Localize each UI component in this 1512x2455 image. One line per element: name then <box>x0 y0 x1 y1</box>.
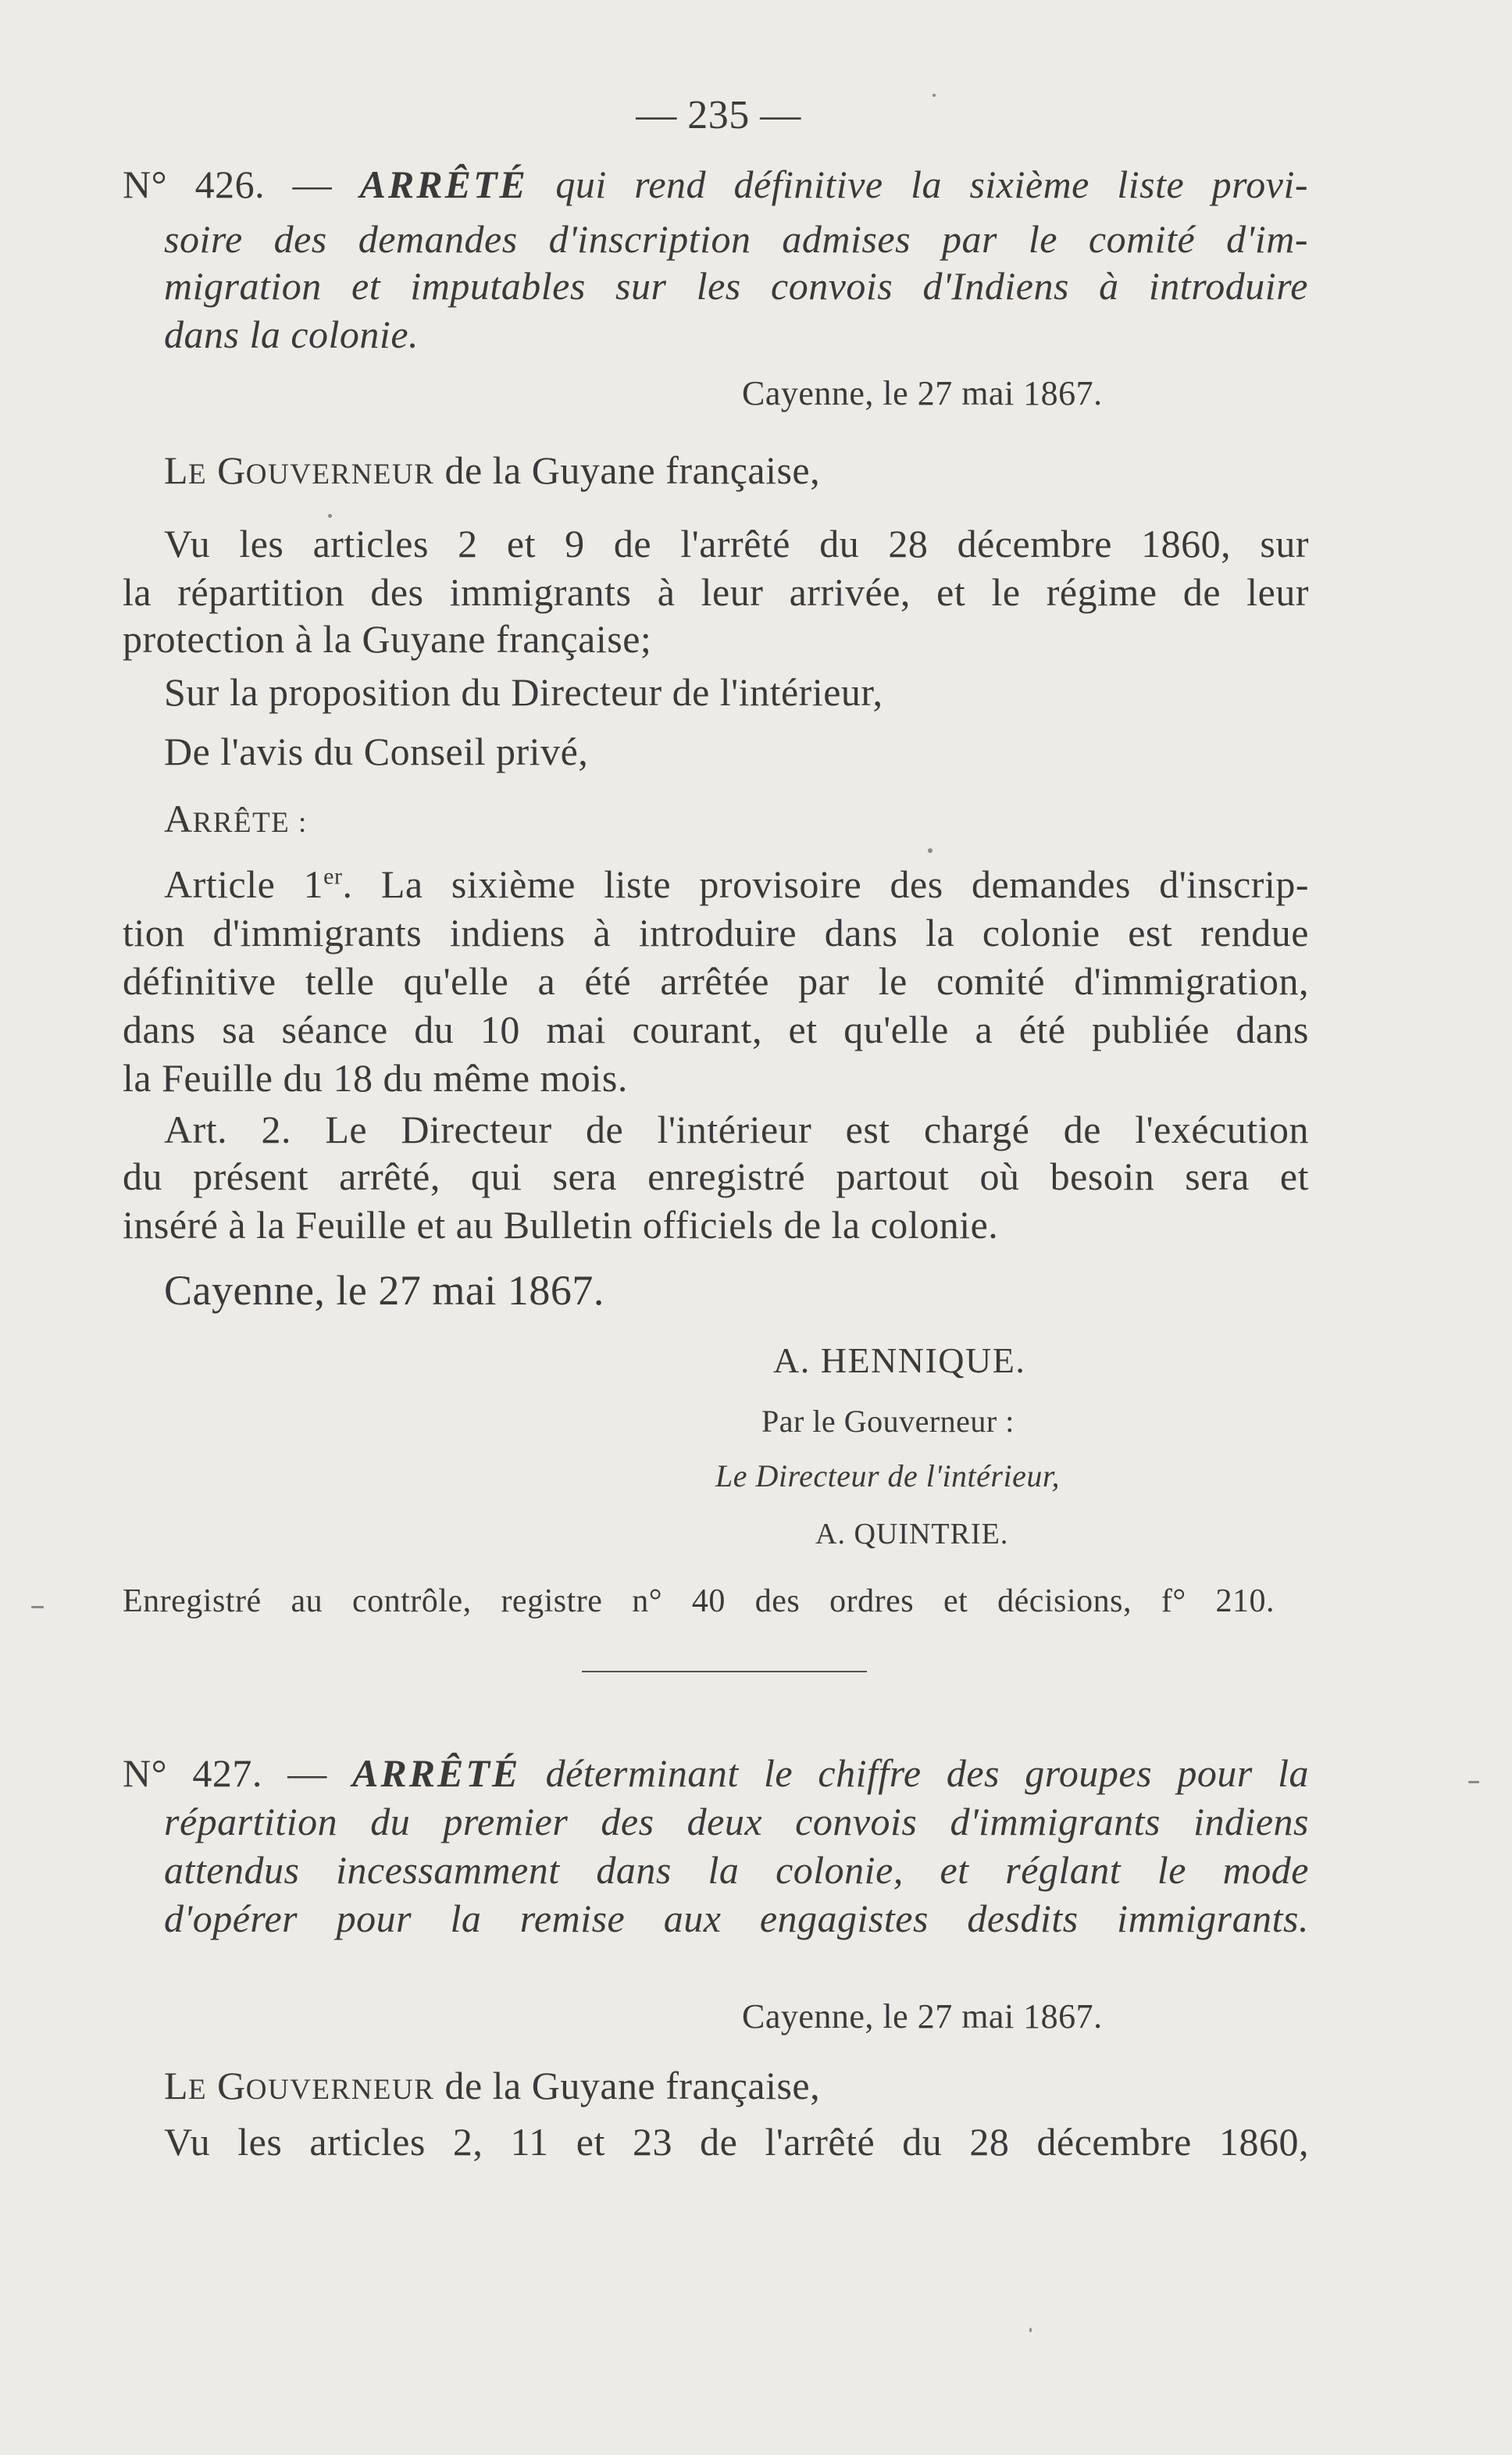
act-427-g-cap: G <box>217 2064 246 2107</box>
act-427-g-rest: OUVERNEUR <box>245 2074 435 2106</box>
act-427-dateline: Cayenne, le 27 mai 1867. <box>742 1997 1103 2036</box>
act-426-article-1-line-2: tion d'immigrants indiens à introduire dans la colonie est rendue <box>123 911 1309 955</box>
act-426-article-2-line-1: Art. 2. Le Directeur de l'intérieur est chargé de l'exécution <box>164 1108 1309 1151</box>
act-426-governor-rest: de la Guyane française, <box>434 448 821 492</box>
act-427-title-caps: ARRÊTÉ <box>352 1751 521 1795</box>
act-426-arrete <box>164 795 308 847</box>
act-426-g-rest: OUVERNEUR <box>245 459 435 491</box>
act-426-closing-date: Cayenne, le 27 mai 1867. <box>164 1267 604 1314</box>
act-426-signature: A. HENNIQUE. <box>773 1340 1026 1380</box>
act-427-le-rest: E <box>188 2074 208 2106</box>
act-426-arrete-cap: A <box>164 797 193 840</box>
act-426-directeur: Le Directeur de l'intérieur, <box>715 1458 1060 1493</box>
act-427-le-cap: L <box>164 2064 189 2107</box>
section-divider <box>582 1671 867 1672</box>
article-1-first: . La sixième liste provisoire des demandes d'inscrip- <box>342 862 1309 906</box>
act-427-governor-rest: de la Guyane française, <box>434 2064 821 2107</box>
scan-speck <box>328 514 332 518</box>
act-426-arrete-rest: RRÊTE : <box>192 807 308 839</box>
act-426-sur-line: Sur la proposition du Directeur de l'intérieur, <box>164 670 883 714</box>
scan-speck <box>31 1606 44 1608</box>
act-426-vu-line-2: la répartition des immigrants à leur arrivée, et le régime de leur <box>123 570 1309 614</box>
act-426-title-line-3: migration et imputables sur les convois d'Indiens à introduire <box>164 264 1308 308</box>
act-426-vu-line-3: protection à la Guyane française; <box>123 617 652 661</box>
act-427-title-first: déterminant le chiffre des groupes pour la <box>545 1751 1309 1795</box>
act-427-number: N° 427. — <box>123 1751 352 1795</box>
article-1-sup: er <box>323 863 343 890</box>
scan-speck <box>1029 2328 1032 2332</box>
act-426-g-cap: G <box>217 448 246 492</box>
act-426-article-1-line-5: la Feuille du 18 du même mois. <box>123 1056 628 1100</box>
act-426-le-cap: L <box>164 448 189 492</box>
page-number: — 235 — <box>636 93 801 137</box>
scan-speck <box>928 848 933 853</box>
act-427-governor-line <box>164 2062 820 2114</box>
act-426-heading-line-1 <box>123 161 1308 208</box>
act-427-title-line-3: attendus incessamment dans la colonie, et réglant le mode <box>164 1848 1309 1892</box>
act-426-le-rest: E <box>188 459 208 491</box>
act-426-title-caps: ARRÊTÉ <box>359 162 528 206</box>
article-1-prefix: Article 1 <box>164 862 324 906</box>
scan-speck <box>1468 1781 1479 1783</box>
act-426-number: N° 426. — <box>123 162 360 206</box>
act-426-registration: Enregistré au contrôle, registre n° 40 des ordres et décisions, f° 210. <box>123 1583 1275 1619</box>
act-426-signature-2: A. QUINTRIE. <box>815 1518 1009 1550</box>
act-426-article-1-line-4: dans sa séance du 10 mai courant, et qu'elle a été publiée dans <box>123 1008 1309 1051</box>
act-426-article-1-line-3: définitive telle qu'elle a été arrêtée par le comité d'immigration, <box>123 959 1309 1003</box>
act-426-title-line-1: qui rend définitive la sixième liste provi- <box>555 162 1309 206</box>
act-426-title-line-2: soire des demandes d'inscription admises par le comité d'im- <box>164 217 1308 261</box>
act-426-governor-line <box>164 447 820 498</box>
act-427-title-line-2: répartition du premier des deux convois d'immigrants indiens <box>164 1800 1309 1843</box>
act-426-par-le-gouverneur: Par le Gouverneur : <box>761 1404 1015 1439</box>
act-426-vu-line-1: Vu les articles 2 et 9 de l'arrêté du 28 décembre 1860, sur <box>164 522 1309 566</box>
act-426-article-2-line-2: du présent arrêté, qui sera enregistré partout où besoin sera et <box>123 1154 1309 1198</box>
act-427-heading-line-1 <box>123 1750 1309 1797</box>
act-427-vu-line: Vu les articles 2, 11 et 23 de l'arrêté du 28 décembre 1860, <box>164 2120 1309 2164</box>
act-426-dateline: Cayenne, le 27 mai 1867. <box>742 374 1103 412</box>
act-426-article-2-line-3: inséré à la Feuille et au Bulletin officiels de la colonie. <box>123 1203 999 1247</box>
act-427-title-line-4: d'opérer pour la remise aux engagistes desdits immigrants. <box>164 1897 1309 1940</box>
act-426-avis-line: De l'avis du Conseil privé, <box>164 730 589 773</box>
act-426-title-line-4: dans la colonie. <box>164 312 419 356</box>
scan-speck <box>933 94 936 97</box>
act-426-article-1-line-1 <box>164 861 1309 908</box>
